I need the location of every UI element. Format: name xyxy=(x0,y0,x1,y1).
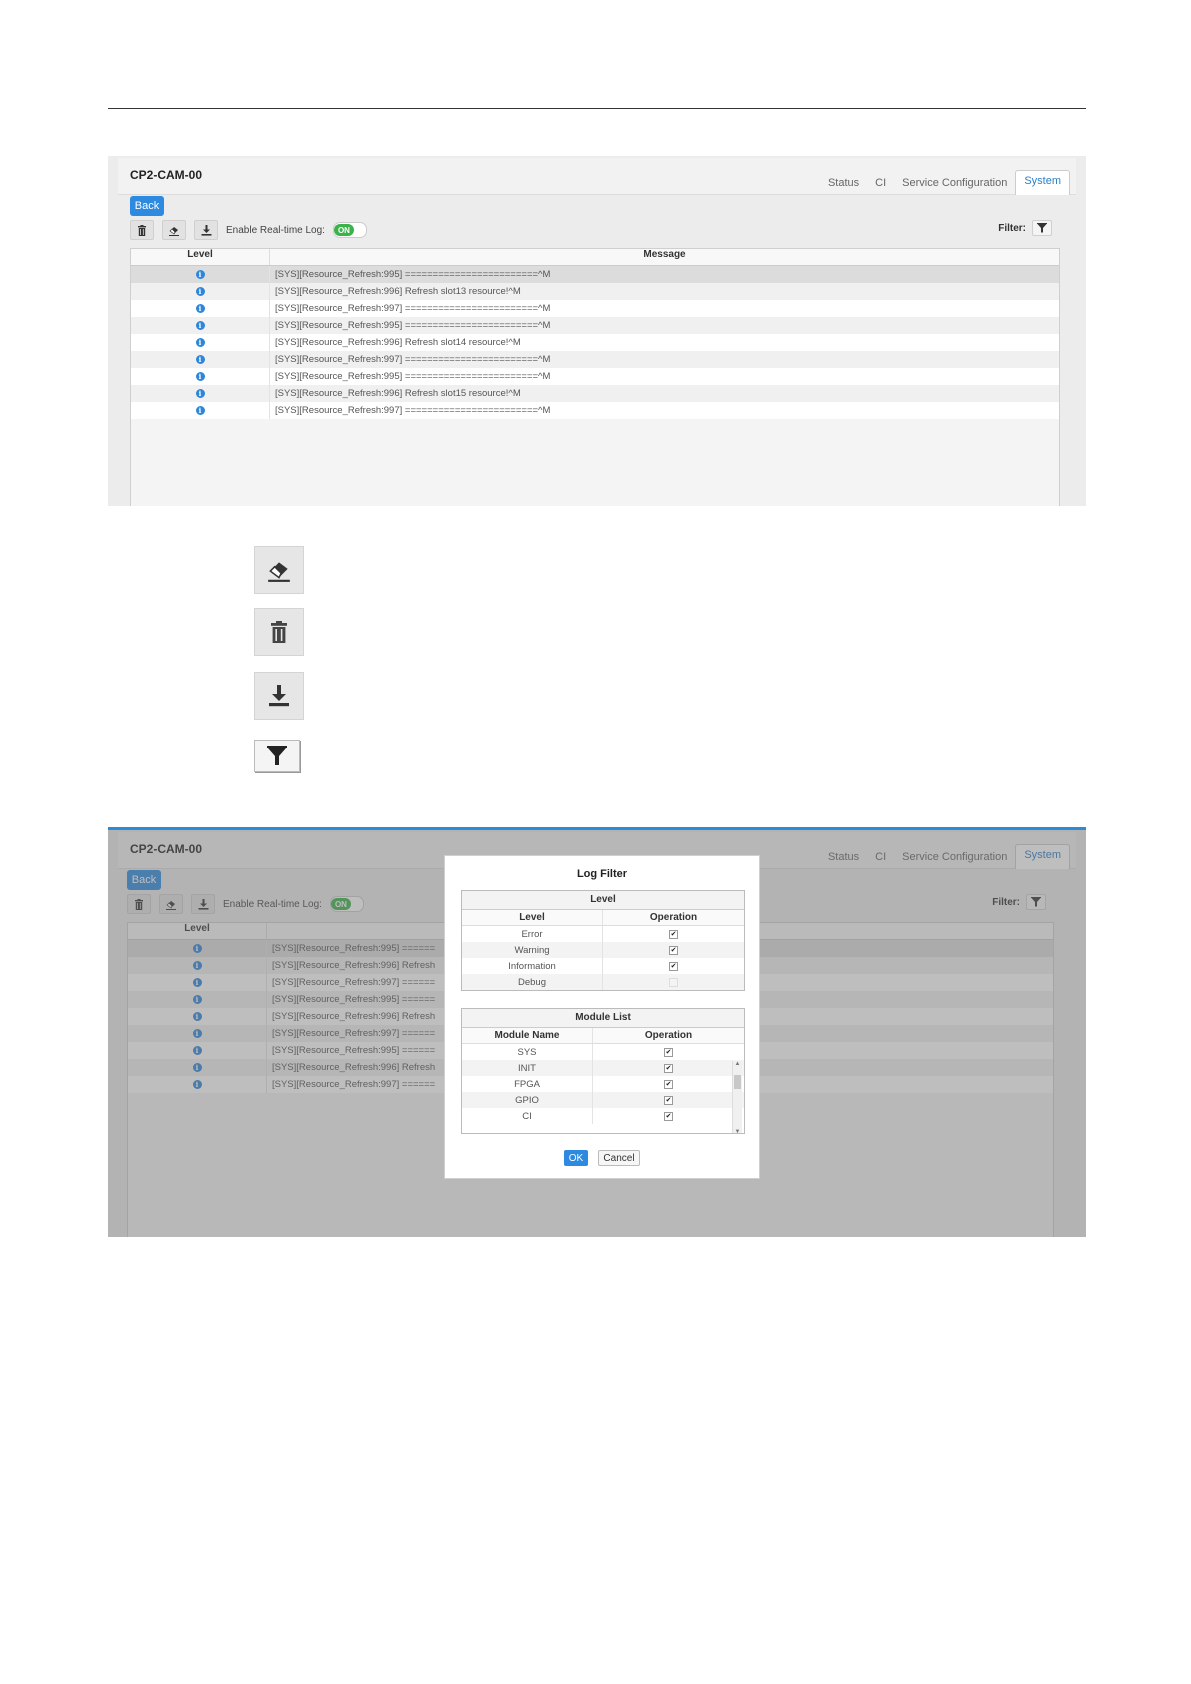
level-table xyxy=(461,890,745,991)
row-name: Information xyxy=(462,958,603,974)
info-icon: i xyxy=(196,270,205,279)
message-cell: [SYS][Resource_Refresh:995] ====== xyxy=(272,943,436,954)
message-cell: [SYS][Resource_Refresh:995] ========================^M xyxy=(275,371,551,382)
module-rows xyxy=(462,1044,744,1124)
checkbox[interactable]: ✔ xyxy=(665,1112,672,1120)
info-icon: i xyxy=(196,389,205,398)
tab-ci[interactable]: CI xyxy=(875,851,887,863)
module-caption: Module List xyxy=(462,1009,744,1028)
row-operation xyxy=(593,1060,744,1076)
eraser-icon xyxy=(266,558,292,582)
legend-download-button xyxy=(254,672,304,720)
row-operation xyxy=(593,1092,744,1108)
realtime-log-toggle[interactable] xyxy=(333,222,367,238)
info-icon: i xyxy=(193,1029,202,1038)
info-icon: i xyxy=(193,944,202,953)
legend-filter-button xyxy=(254,740,300,772)
device-name: CP2-CAM-00 xyxy=(130,842,203,856)
row-operation xyxy=(593,1044,744,1060)
row-operation xyxy=(603,958,744,974)
level-cell xyxy=(131,283,270,300)
toggle-state: ON xyxy=(334,224,354,236)
scroll-thumb[interactable] xyxy=(734,1075,741,1089)
module-header-name: Module Name xyxy=(462,1028,593,1043)
download-icon xyxy=(201,225,212,236)
device-name: CP2-CAM-00 xyxy=(130,168,203,182)
checkbox[interactable]: ✔ xyxy=(665,1064,672,1072)
row-operation xyxy=(603,974,744,990)
column-level: Level xyxy=(128,923,267,939)
level-cell xyxy=(131,402,270,419)
table-row[interactable] xyxy=(131,334,1059,351)
info-icon: i xyxy=(193,1080,202,1089)
row-name: CI xyxy=(462,1108,593,1124)
erase-button[interactable] xyxy=(162,220,186,240)
log-rows xyxy=(131,266,1059,419)
row-name: GPIO xyxy=(462,1092,593,1108)
message-cell: [SYS][Resource_Refresh:996] Refresh xyxy=(272,1062,436,1073)
info-icon: i xyxy=(193,1046,202,1055)
log-filter-dialog xyxy=(444,855,760,1179)
info-icon: i xyxy=(196,355,205,364)
back-button[interactable]: Back xyxy=(127,870,161,890)
info-icon: i xyxy=(196,338,205,347)
checkbox[interactable] xyxy=(669,978,678,987)
dialog-title: Log Filter xyxy=(576,868,628,880)
checkbox[interactable]: ✔ xyxy=(665,1080,672,1088)
download-button[interactable] xyxy=(194,220,218,240)
level-cell xyxy=(131,368,270,385)
message-cell: [SYS][Resource_Refresh:997] ====== xyxy=(272,977,436,988)
table-row[interactable] xyxy=(131,266,1059,283)
tab-status[interactable]: Status xyxy=(827,851,860,863)
scroll-down-icon[interactable]: ▼ xyxy=(734,1129,741,1134)
message-cell: [SYS][Resource_Refresh:995] ====== xyxy=(272,1045,436,1056)
checkbox[interactable]: ✔ xyxy=(670,962,677,970)
row-operation xyxy=(593,1108,744,1124)
row-operation xyxy=(603,926,744,942)
level-caption: Level xyxy=(462,891,744,910)
tab-status[interactable]: Status xyxy=(827,177,860,189)
info-icon: i xyxy=(193,995,202,1004)
table-row[interactable] xyxy=(131,317,1059,334)
row-name: INIT xyxy=(462,1060,593,1076)
legend-eraser-button xyxy=(254,546,304,594)
column-message: Message xyxy=(643,249,686,260)
module-row xyxy=(462,1108,744,1124)
message-cell: [SYS][Resource_Refresh:996] Refresh slot14 resource!^M xyxy=(275,337,521,348)
message-cell: [SYS][Resource_Refresh:997] ====== xyxy=(272,1028,436,1039)
message-cell: [SYS][Resource_Refresh:996] Refresh slot13 resource!^M xyxy=(275,286,521,297)
cancel-button[interactable]: Cancel xyxy=(598,1150,640,1166)
trash-icon xyxy=(269,621,289,643)
module-row xyxy=(462,1092,744,1108)
info-icon: i xyxy=(193,978,202,987)
info-icon: i xyxy=(196,287,205,296)
level-cell xyxy=(131,317,270,334)
realtime-log-label: Enable Real-time Log: xyxy=(226,224,325,236)
table-row[interactable] xyxy=(131,283,1059,300)
info-icon: i xyxy=(193,961,202,970)
table-row[interactable] xyxy=(131,351,1059,368)
module-scrollbar[interactable] xyxy=(732,1061,742,1134)
info-icon: i xyxy=(196,406,205,415)
message-cell: [SYS][Resource_Refresh:995] ========================^M xyxy=(275,269,551,280)
checkbox[interactable]: ✔ xyxy=(665,1096,672,1104)
row-operation xyxy=(593,1076,744,1092)
row-name: SYS xyxy=(462,1044,593,1060)
legend-trash-button xyxy=(254,608,304,656)
checkbox[interactable]: ✔ xyxy=(670,930,677,938)
level-header-name: Level xyxy=(462,910,603,925)
toggle-state: ON xyxy=(331,898,351,910)
message-cell: [SYS][Resource_Refresh:995] ========================^M xyxy=(275,320,551,331)
eraser-icon xyxy=(168,225,180,236)
level-cell xyxy=(131,385,270,402)
back-button[interactable]: Back xyxy=(130,196,164,216)
tab-ci[interactable]: CI xyxy=(875,177,887,189)
message-cell: [SYS][Resource_Refresh:996] Refresh xyxy=(272,960,436,971)
message-cell: [SYS][Resource_Refresh:997] ========================^M xyxy=(275,405,551,416)
info-icon: i xyxy=(193,1063,202,1072)
row-operation xyxy=(603,942,744,958)
level-row xyxy=(462,958,744,974)
checkbox[interactable]: ✔ xyxy=(670,946,677,954)
tab-system[interactable]: System xyxy=(1015,170,1070,195)
table-row[interactable] xyxy=(131,402,1059,419)
ok-button[interactable]: OK xyxy=(564,1150,588,1166)
checkbox[interactable]: ✔ xyxy=(665,1048,672,1056)
module-row xyxy=(462,1060,744,1076)
module-row xyxy=(462,1076,744,1092)
column-level: Level xyxy=(131,249,270,265)
tab-system[interactable]: System xyxy=(1015,844,1070,869)
level-header xyxy=(462,910,744,926)
module-row xyxy=(462,1044,744,1060)
message-cell: [SYS][Resource_Refresh:996] Refresh slot15 resource!^M xyxy=(275,388,521,399)
filter-label: Filter: xyxy=(998,222,1026,234)
trash-icon xyxy=(137,225,147,236)
info-icon: i xyxy=(196,372,205,381)
module-table xyxy=(461,1008,745,1134)
message-cell: [SYS][Resource_Refresh:997] ========================^M xyxy=(275,303,551,314)
row-name: Error xyxy=(462,926,603,942)
row-name: Warning xyxy=(462,942,603,958)
module-header-operation: Operation xyxy=(644,1030,693,1041)
message-cell: [SYS][Resource_Refresh:995] ====== xyxy=(272,994,436,1005)
header xyxy=(118,158,1076,195)
download-icon xyxy=(268,685,290,707)
realtime-log-label: Enable Real-time Log: xyxy=(223,898,322,910)
level-row xyxy=(462,926,744,942)
level-cell xyxy=(131,266,270,283)
table-header xyxy=(131,249,1059,266)
scroll-up-icon[interactable]: ▲ xyxy=(734,1061,741,1067)
info-icon: i xyxy=(196,304,205,313)
level-header-operation: Operation xyxy=(649,912,698,923)
log-filter-screenshot xyxy=(108,827,1086,1237)
table-row[interactable] xyxy=(131,300,1059,317)
tab-service-configuration[interactable]: Service Configuration xyxy=(902,177,1008,189)
level-row xyxy=(462,974,744,990)
module-header xyxy=(462,1028,744,1044)
level-rows xyxy=(462,926,744,990)
tab-bar xyxy=(820,170,1070,195)
info-icon: i xyxy=(193,1012,202,1021)
log-screenshot xyxy=(108,156,1086,506)
info-icon: i xyxy=(196,321,205,330)
message-cell: [SYS][Resource_Refresh:996] Refresh xyxy=(272,1011,436,1022)
level-cell xyxy=(131,351,270,368)
filter-icon xyxy=(267,746,287,766)
message-cell: [SYS][Resource_Refresh:997] ========================^M xyxy=(275,354,551,365)
row-name: FPGA xyxy=(462,1076,593,1092)
tab-service-configuration[interactable]: Service Configuration xyxy=(902,851,1008,863)
level-cell xyxy=(131,300,270,317)
clear-log-button[interactable] xyxy=(130,220,154,240)
log-toolbar xyxy=(130,220,367,240)
message-cell: [SYS][Resource_Refresh:997] ====== xyxy=(272,1079,436,1090)
filter-icon xyxy=(1037,223,1047,233)
table-row[interactable] xyxy=(131,368,1059,385)
filter-label: Filter: xyxy=(992,896,1020,908)
level-cell xyxy=(131,334,270,351)
page-rule xyxy=(108,108,1086,109)
filter-button[interactable] xyxy=(1032,220,1052,236)
log-table xyxy=(130,248,1060,506)
level-row xyxy=(462,942,744,958)
row-name: Debug xyxy=(462,974,603,990)
table-row[interactable] xyxy=(131,385,1059,402)
filter-control xyxy=(998,220,1052,236)
